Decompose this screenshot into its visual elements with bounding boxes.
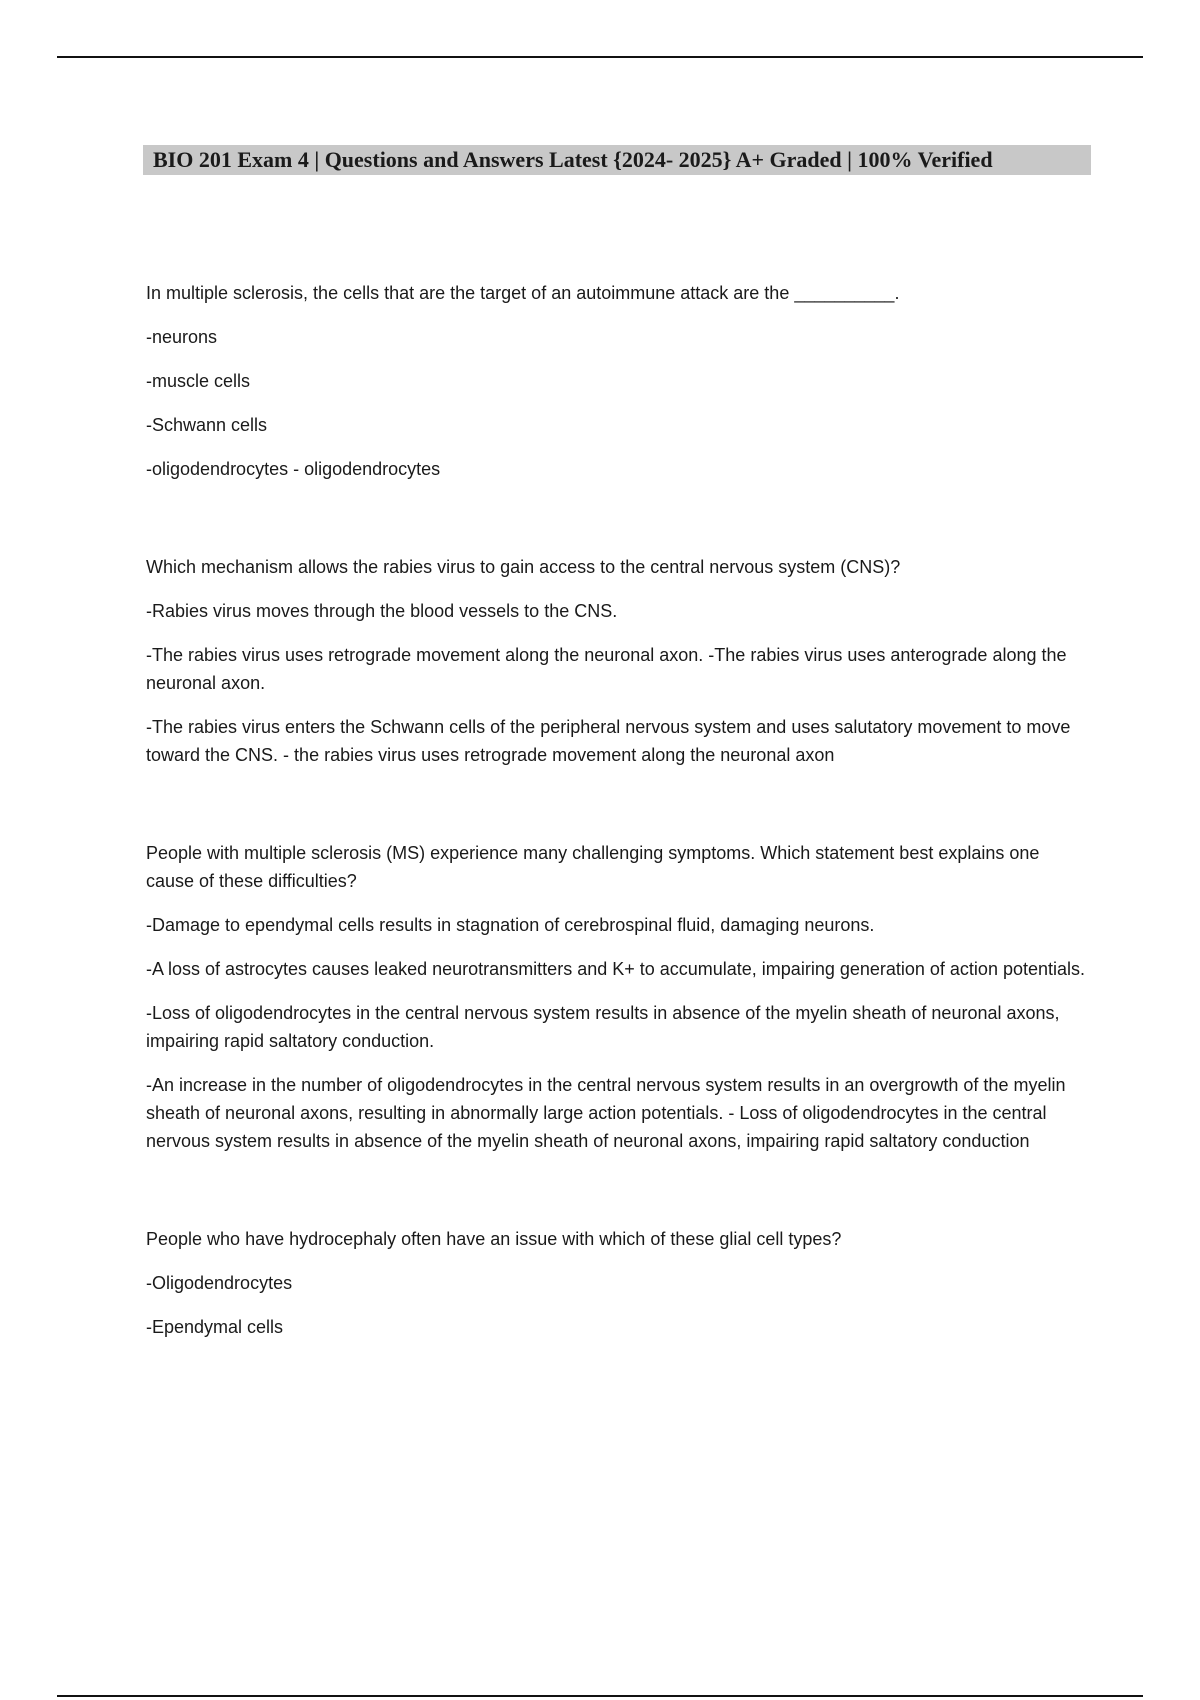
answer-option: -muscle cells <box>146 371 251 391</box>
question-text: People who have hydrocephaly often have an issue with which of these glial cell types? <box>146 1229 842 1249</box>
question-list <box>146 279 1086 1411</box>
answer-option: -Oligodendrocytes <box>146 1273 293 1293</box>
question-text: People with multiple sclerosis (MS) experience many challenging symptoms. Which statement best explains one cause of these difficulties? <box>146 843 1040 891</box>
answer-option: -An increase in the number of oligodendrocytes in the central nervous system results in an overgrowth of the myelin sheath of neuronal axons, resulting in abnormally large action potentials. - Loss of oligodendrocytes in the central nervous system results in absence of the myelin sheath of neuronal axons, impairing rapid saltatory conduction <box>146 1075 1066 1151</box>
question-text: Which mechanism allows the rabies virus to gain access to the central nervous system (CNS)? <box>146 557 901 577</box>
answer-option: -Damage to ependymal cells results in stagnation of cerebrospinal fluid, damaging neurons. <box>146 915 875 935</box>
answer-option: -The rabies virus enters the Schwann cells of the peripheral nervous system and uses salutatory movement to move toward the CNS. - the rabies virus uses retrograde movement along the neuronal axon <box>146 717 1071 765</box>
answer-option: -Rabies virus moves through the blood vessels to the CNS. <box>146 601 618 621</box>
answer-option: -oligodendrocytes - oligodendrocytes <box>146 459 441 479</box>
question-block <box>146 553 1086 769</box>
answer-option: -Schwann cells <box>146 415 268 435</box>
answer-option: -neurons <box>146 327 218 347</box>
question-block <box>146 279 1086 483</box>
question-block <box>146 839 1086 1155</box>
answer-option: -Loss of oligodendrocytes in the central nervous system results in absence of the myelin sheath of neuronal axons, impairing rapid saltatory conduction. <box>146 1003 1060 1051</box>
question-text: In multiple sclerosis, the cells that are the target of an autoimmune attack are the __________. <box>146 283 900 303</box>
answer-option: -A loss of astrocytes causes leaked neurotransmitters and K+ to accumulate, impairing generation of action potentials. <box>146 959 1086 979</box>
top-rule <box>57 56 1143 58</box>
answer-option: -Ependymal cells <box>146 1317 284 1337</box>
bottom-rule <box>57 1695 1143 1697</box>
document-title: BIO 201 Exam 4 | Questions and Answers Latest {2024- 2025} A+ Graded | 100% Verified <box>143 145 1091 175</box>
question-block <box>146 1225 1086 1341</box>
answer-option: -The rabies virus uses retrograde movement along the neuronal axon. -The rabies virus uses anterograde along the neuronal axon. <box>146 645 1067 693</box>
